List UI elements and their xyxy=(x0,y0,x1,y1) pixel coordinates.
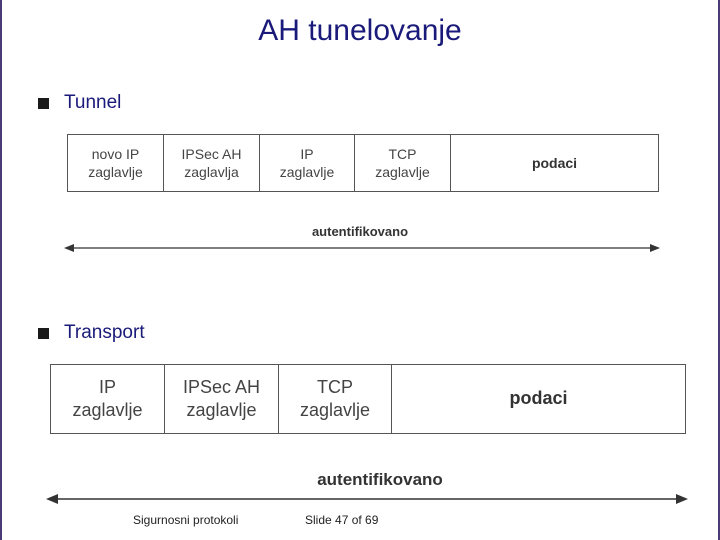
transport-authenticated-arrow xyxy=(46,492,688,506)
slide-title: AH tunelovanje xyxy=(258,14,462,47)
bullet-transport xyxy=(38,322,145,344)
tunnel-packet xyxy=(67,134,659,192)
bullet-square-icon xyxy=(38,328,49,339)
tunnel-authenticated-arrow xyxy=(64,242,660,254)
footer-title: Sigurnosni protokoli xyxy=(133,513,239,527)
transport-field-ip-header: IP zaglavlje xyxy=(51,365,165,433)
transport-field-ipsec-ah-header: IPSec AH zaglavlje xyxy=(165,365,279,433)
bullet-transport-label: Transport xyxy=(64,322,145,343)
tunnel-field-payload: podaci xyxy=(531,154,578,171)
tunnel-field-tcp-header: TCP zaglavlje xyxy=(355,135,451,191)
transport-field-payload: podaci xyxy=(509,388,568,409)
slide-frame-left xyxy=(0,0,2,540)
transport-authenticated-label: autentifikovano xyxy=(317,470,443,489)
tunnel-authenticated-label: autentifikovano xyxy=(311,224,409,239)
bullet-tunnel-label: Tunnel xyxy=(64,92,122,113)
transport-field-tcp-header: TCP zaglavlje xyxy=(279,365,392,433)
bullet-tunnel xyxy=(38,92,121,114)
tunnel-field-new-ip-header: novo IP zaglavlje xyxy=(68,135,164,191)
bullet-square-icon xyxy=(38,98,49,109)
transport-packet xyxy=(50,364,686,434)
tunnel-field-ip-header: IP zaglavlje xyxy=(260,135,355,191)
footer-slide-number: Slide 47 of 69 xyxy=(305,513,379,527)
tunnel-field-ipsec-ah-header: IPSec AH zaglavlja xyxy=(164,135,260,191)
